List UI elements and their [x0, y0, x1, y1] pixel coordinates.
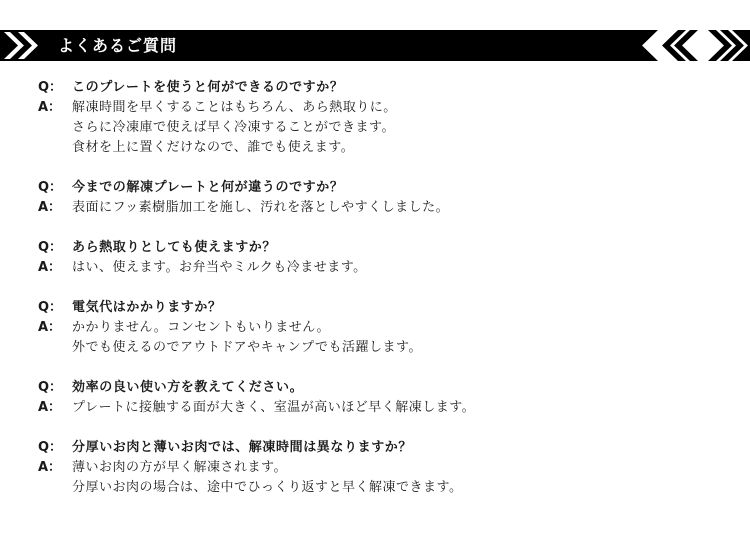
double-chevron-right-icon: [2, 30, 42, 61]
answer-line: 外でも使えるのでアウトドアやキャンプでも活躍します。: [72, 340, 422, 355]
answer-row: [38, 398, 728, 418]
section-header: [0, 30, 750, 61]
faq-list: [38, 78, 728, 518]
answer-mark: A：: [38, 100, 62, 115]
answer-mark: A：: [38, 320, 62, 335]
question-mark: Q：: [38, 300, 63, 315]
answer-line: 表面にフッ素樹脂加工を施し、汚れを落としやすくしました。: [72, 200, 450, 215]
question-text: このプレートを使うと何ができるのですか？: [72, 80, 344, 95]
faq-item: [38, 78, 728, 158]
answer-line: 解凍時間を早くすることはもちろん、あら熱取りに。: [72, 100, 397, 115]
faq-item: [38, 238, 728, 278]
answer-line: 分厚いお肉の場合は、途中でひっくり返すと早く解凍できます。: [72, 480, 463, 495]
question-row: [38, 238, 728, 258]
question-mark: Q：: [38, 380, 63, 395]
question-text: 電気代はかかりますか？: [72, 300, 222, 315]
question-text: 今までの解凍プレートと何が違うのですか？: [72, 180, 344, 195]
answer-mark: A：: [38, 400, 62, 415]
answer-line: 薄いお肉の方が早く解凍されます。: [72, 460, 287, 475]
answer-mark: A：: [38, 200, 62, 215]
answer-row: [38, 98, 728, 158]
question-mark: Q：: [38, 440, 63, 455]
section-title: よくあるご質問: [58, 36, 178, 55]
question-mark: Q：: [38, 240, 63, 255]
faq-item: [38, 438, 728, 498]
answer-row: [38, 198, 728, 218]
answer-line: プレートに接触する面が大きく、室温が高いほど早く解凍します。: [72, 400, 476, 415]
question-row: [38, 78, 728, 98]
question-row: [38, 298, 728, 318]
answer-line: はい、使えます。お弁当やミルクも冷ませます。: [72, 260, 367, 275]
question-mark: Q：: [38, 80, 63, 95]
question-text: あら熱取りとしても使えますか？: [72, 240, 277, 255]
question-text: 分厚いお肉と薄いお肉では、解凍時間は異なりますか？: [72, 440, 413, 455]
faq-item: [38, 298, 728, 358]
answer-line: 食材を上に置くだけなので、誰でも使えます。: [72, 140, 355, 155]
question-row: [38, 178, 728, 198]
chevron-decoration-icon: [640, 30, 750, 61]
answer-mark: A：: [38, 460, 62, 475]
faq-item: [38, 178, 728, 218]
answer-row: [38, 458, 728, 498]
faq-item: [38, 378, 728, 418]
question-row: [38, 438, 728, 458]
answer-row: [38, 318, 728, 358]
answer-row: [38, 258, 728, 278]
answer-line: さらに冷凍庫で使えば早く冷凍することができます。: [72, 120, 395, 135]
answer-mark: A：: [38, 260, 62, 275]
answer-line: かかりません。コンセントもいりません。: [72, 320, 331, 335]
question-text: 効率の良い使い方を教えてください。: [72, 380, 304, 395]
question-mark: Q：: [38, 180, 63, 195]
question-row: [38, 378, 728, 398]
